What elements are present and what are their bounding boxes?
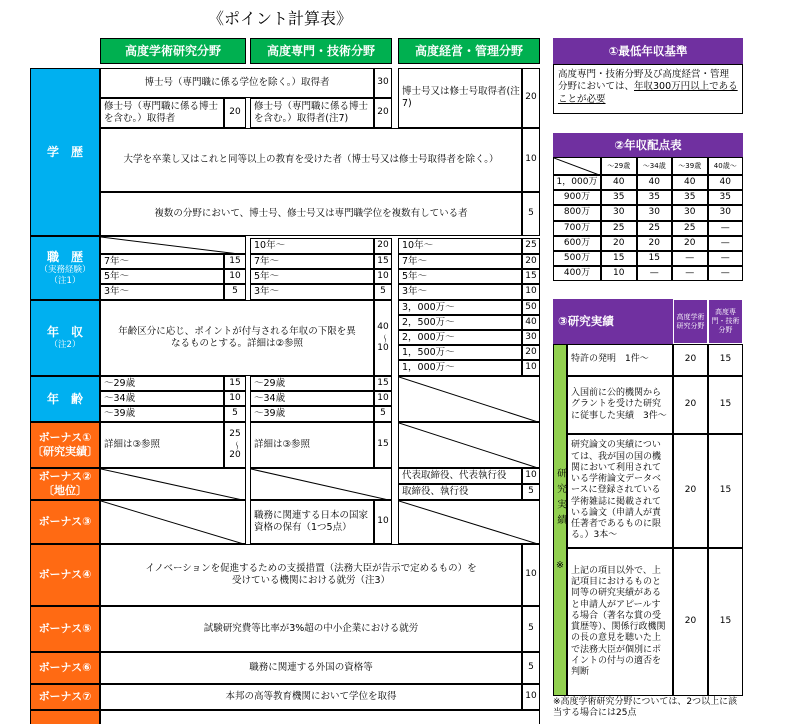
diagonal-line xyxy=(101,501,246,544)
bonus1-technical-pt: 15 xyxy=(374,422,392,468)
research-side xyxy=(553,344,567,696)
category-career-sub: （実務経験） xyxy=(39,264,91,275)
bonus4-pt: 10 xyxy=(522,544,540,606)
income-range xyxy=(374,300,392,376)
bonus3-research-empty xyxy=(100,500,246,544)
age-technical-3-pt: 5 xyxy=(374,406,392,422)
edu-doctor-m: 博士号又は修士号取得者(注7) xyxy=(398,68,522,128)
edu-bachelor: 大学を卒業し又はこれと同等以上の教育を受けた者（博士号又は修士号取得者を除く。） xyxy=(100,128,522,192)
income-table-cell: 40 xyxy=(601,175,637,190)
edu-doctor-rt-pt: 30 xyxy=(374,68,392,98)
income-management-1: 3，000万〜 xyxy=(398,300,522,315)
career-management-4-pt: 10 xyxy=(522,284,540,300)
career-management-3-pt: 15 xyxy=(522,269,540,284)
income-table-cell: 25 xyxy=(672,221,708,236)
income-range-top: 40 xyxy=(377,322,389,333)
category-income-title: 年 収 xyxy=(46,325,83,340)
income-table-cell: 25 xyxy=(601,221,637,236)
income-table-cell: — xyxy=(672,251,708,266)
bonus3-management-empty xyxy=(398,500,540,544)
income-management-3: 2，000万〜 xyxy=(398,330,522,345)
bonus2-sub: 〔地位〕 xyxy=(43,484,87,497)
bonus6-pt: 5 xyxy=(522,652,540,684)
age-research-3: 〜39歳 xyxy=(100,406,224,422)
career-management-2: 7年〜 xyxy=(398,254,522,269)
income-table-row-label: 1，000万 xyxy=(553,175,601,190)
bonus3-text: 職務に関連する日本の国家資格の保有（1つ5点） xyxy=(250,500,374,544)
age-research-1: 〜29歳 xyxy=(100,376,224,391)
income-management-4-pt: 20 xyxy=(522,345,540,360)
career-research-1-pt: 15 xyxy=(224,254,246,269)
career-research-2: 5年〜 xyxy=(100,269,224,284)
career-management-1-pt: 25 xyxy=(522,238,540,254)
bonus3-pt: 10 xyxy=(374,500,392,544)
category-income-note: （注2） xyxy=(49,340,81,351)
income-table-cell: 20 xyxy=(601,236,637,251)
career-technical-2: 7年〜 xyxy=(250,254,374,269)
category-bonus5: ボーナス⑤ xyxy=(30,606,100,652)
category-continued xyxy=(30,710,100,724)
career-research-1: 7年〜 xyxy=(100,254,224,269)
edu-multi-pt: 5 xyxy=(522,192,540,236)
career-research-3: 3年〜 xyxy=(100,284,224,300)
income-table-cell: 30 xyxy=(637,205,673,220)
income-management-3-pt: 30 xyxy=(522,330,540,345)
min-income-text2: 年収300万円以上であることが必要 xyxy=(558,81,738,105)
diagonal-line xyxy=(101,469,246,500)
research-col2-header: 高度専門・技術分野 xyxy=(708,299,743,344)
age-technical-1: 〜29歳 xyxy=(250,376,374,391)
income-management-2: 2，500万〜 xyxy=(398,315,522,330)
research-row-text: 上記の項目以外で、上記項目におけるものと同等の研究実績があると申請人がアピールする場合（著名な賞の受賞歴等）、関係行政機関の長の意見を聴いた上で法務大臣が個別にポイントの付与の適否を判断 xyxy=(567,548,673,696)
age-management-empty xyxy=(398,376,540,422)
income-table-title: ②年収配点表 xyxy=(553,133,743,157)
career-management-4: 3年〜 xyxy=(398,284,522,300)
category-bonus7: ボーナス⑦ xyxy=(30,684,100,710)
research-row-pt2: 15 xyxy=(708,434,743,548)
income-table-header: 〜34歳 xyxy=(637,157,673,175)
income-table-cell: — xyxy=(708,266,744,281)
edu-doctor-rt: 博士号（専門職に係る学位を除く。）取得者 xyxy=(100,68,374,98)
income-table-row-label: 700万 xyxy=(553,221,601,236)
income-range-mid: 〜 xyxy=(378,333,389,343)
research-row-text: 研究論文の実績については、我が国の国の機関において利用されている学術論文データベースに登録されている学術雑誌に掲載されている論文（申請人が責任著者であるものに限る。）3本〜 xyxy=(567,434,673,548)
research-row-pt1: 20 xyxy=(673,344,708,376)
income-table-cell: — xyxy=(672,266,708,281)
income-table-cell: 20 xyxy=(637,236,673,251)
income-table-cell: — xyxy=(708,236,744,251)
income-management-5-pt: 10 xyxy=(522,360,540,376)
research-note: ※高度学術研究分野については、2つ以上に該当する場合には25点 xyxy=(553,697,738,719)
career-research-3-pt: 5 xyxy=(224,284,246,300)
career-research-2-pt: 10 xyxy=(224,269,246,284)
edu-bachelor-pt: 10 xyxy=(522,128,540,192)
income-table-cell: 15 xyxy=(637,251,673,266)
research-row-pt2: 15 xyxy=(708,344,743,376)
diagonal-line xyxy=(251,469,392,500)
age-research-1-pt: 15 xyxy=(224,376,246,391)
income-table-header: 40歳〜 xyxy=(708,157,744,175)
bonus1-research-text: 詳細は③参照 xyxy=(100,422,224,468)
bonus1-research-range xyxy=(224,422,246,468)
research-col1-header: 高度学術研究分野 xyxy=(673,299,708,344)
min-income-title: ①最低年収基準 xyxy=(553,38,743,64)
page-title: 《ポイント計算表》 xyxy=(207,9,352,28)
income-table-cell: 30 xyxy=(672,205,708,220)
income-table-cell: — xyxy=(708,221,744,236)
income-table-cell: 15 xyxy=(601,251,637,266)
research-row-pt1: 20 xyxy=(673,434,708,548)
research-side-note: ※ xyxy=(556,560,564,572)
category-career-note: （注1） xyxy=(49,275,81,286)
income-management-5: 1，000万〜 xyxy=(398,360,522,376)
career-technical-3: 5年〜 xyxy=(250,269,374,284)
income-management-2-pt: 40 xyxy=(522,315,540,330)
bonus1-technical-text: 詳細は③参照 xyxy=(250,422,374,468)
income-table-cell: 25 xyxy=(637,221,673,236)
research-table-title: ③研究実績 xyxy=(553,299,673,344)
career-technical-2-pt: 15 xyxy=(374,254,392,269)
income-range-bot: 10 xyxy=(377,342,389,353)
category-education: 学 歴 xyxy=(30,68,100,236)
header-management: 高度経営・管理分野 xyxy=(398,38,540,64)
research-row-pt2: 15 xyxy=(708,376,743,434)
header-technical: 高度専門・技術分野 xyxy=(250,38,392,64)
bonus7-pt: 10 xyxy=(522,684,540,710)
career-research-empty xyxy=(100,236,246,254)
income-table-header: 〜39歳 xyxy=(672,157,708,175)
income-table-cell: 35 xyxy=(672,190,708,205)
category-bonus4: ボーナス④ xyxy=(30,544,100,606)
bonus2-research-empty xyxy=(100,468,246,500)
income-table-cell: 10 xyxy=(601,266,637,281)
edu-master-r-pt: 20 xyxy=(224,98,246,128)
bonus4-text: イノベーションを促進するための支援措置（法務大臣が告示で定めるもの）を受けている機関における就労（注3） xyxy=(100,544,522,606)
income-table-cell: 30 xyxy=(708,205,744,220)
bonus1-title: ボーナス① xyxy=(38,431,92,445)
diagonal-line xyxy=(399,377,540,422)
income-table-cell: 40 xyxy=(637,175,673,190)
income-text: 年齢区分に応じ、ポイントが付与される年収の下限を異なるものとする。詳細は②参照 xyxy=(100,300,374,376)
min-income-text1: 高度専門・技術分野及び高度経営・管理分野においては、 xyxy=(558,69,730,93)
research-row-text: 入国前に公的機関からグラントを受けた研究に従事した実績 3件〜 xyxy=(567,376,673,434)
category-income xyxy=(30,300,100,376)
category-bonus1 xyxy=(30,422,100,468)
diagonal-line xyxy=(399,501,540,544)
career-technical-4: 3年〜 xyxy=(250,284,374,300)
career-management-3: 5年〜 xyxy=(398,269,522,284)
research-row-text: 特許の発明 1件〜 xyxy=(567,344,673,376)
career-technical-4-pt: 5 xyxy=(374,284,392,300)
category-career xyxy=(30,236,100,300)
bonus5-pt: 5 xyxy=(522,606,540,652)
income-table-row-label: 600万 xyxy=(553,236,601,251)
age-research-2: 〜34歳 xyxy=(100,391,224,406)
income-table-cell: 40 xyxy=(708,175,744,190)
income-table-corner xyxy=(553,157,601,175)
edu-master-t-pt: 20 xyxy=(374,98,392,128)
header-research: 高度学術研究分野 xyxy=(100,38,246,64)
bonus7-text: 本邦の高等教育機関において学位を取得 xyxy=(100,684,522,710)
diagonal-line xyxy=(101,237,246,254)
edu-master-r: 修士号（専門職に係る博士を含む。）取得者 xyxy=(100,98,224,128)
bonus2-dir: 取締役、執行役 xyxy=(398,484,522,500)
income-table-cell: 35 xyxy=(708,190,744,205)
diagonal-line xyxy=(399,423,540,468)
income-table-cell: 35 xyxy=(601,190,637,205)
career-management-2-pt: 20 xyxy=(522,254,540,269)
diagonal-line xyxy=(554,158,601,175)
category-bonus6: ボーナス⑥ xyxy=(30,652,100,684)
income-table-cell: 20 xyxy=(672,236,708,251)
bonus2-dir-pt: 5 xyxy=(522,484,540,500)
min-income-body xyxy=(553,64,743,114)
bonus2-rep: 代表取締役、代表執行役 xyxy=(398,468,522,484)
income-table-cell: 30 xyxy=(601,205,637,220)
income-table-row-label: 900万 xyxy=(553,190,601,205)
category-bonus2 xyxy=(30,468,100,500)
research-side-label: 研究実績 xyxy=(554,468,566,531)
age-technical-1-pt: 15 xyxy=(374,376,392,391)
career-management-1: 10年〜 xyxy=(398,238,522,254)
research-row-pt1: 20 xyxy=(673,376,708,434)
career-technical-1-pt: 20 xyxy=(374,238,392,254)
age-research-2-pt: 10 xyxy=(224,391,246,406)
edu-multi: 複数の分野において、博士号、修士号又は専門職学位を複数有している者 xyxy=(100,192,522,236)
income-table-header: 〜29歳 xyxy=(601,157,637,175)
category-bonus3: ボーナス③ xyxy=(30,500,100,544)
income-table-cell: 40 xyxy=(672,175,708,190)
income-table-row-label: 500万 xyxy=(553,251,601,266)
bonus2-title: ボーナス② xyxy=(38,470,92,484)
bonus2-technical-empty xyxy=(250,468,392,500)
continued-row xyxy=(100,710,540,724)
age-technical-2-pt: 10 xyxy=(374,391,392,406)
edu-doctor-m-pt: 20 xyxy=(522,68,540,128)
income-table-row-label: 800万 xyxy=(553,205,601,220)
research-row-pt2: 15 xyxy=(708,548,743,696)
career-technical-1: 10年〜 xyxy=(250,238,374,254)
age-research-3-pt: 5 xyxy=(224,406,246,422)
category-age: 年 齢 xyxy=(30,376,100,422)
bonus6-text: 職務に関連する外国の資格等 xyxy=(100,652,522,684)
bonus1-sub: 〔研究実績〕 xyxy=(32,445,98,458)
research-row-pt1: 20 xyxy=(673,548,708,696)
income-management-1-pt: 50 xyxy=(522,300,540,315)
edu-master-t: 修士号（専門職に係る博士を含む。）取得者(注7) xyxy=(250,98,374,128)
income-management-4: 1，500万〜 xyxy=(398,345,522,360)
income-table-cell: — xyxy=(708,251,744,266)
bonus1-management-empty xyxy=(398,422,540,468)
income-table-cell: 35 xyxy=(637,190,673,205)
bonus2-rep-pt: 10 xyxy=(522,468,540,484)
age-technical-3: 〜39歳 xyxy=(250,406,374,422)
category-career-title: 職 歴 xyxy=(46,249,83,264)
bonus1-range-top: 25 xyxy=(229,429,241,440)
income-table-row-label: 400万 xyxy=(553,266,601,281)
bonus5-text: 試験研究費等比率が3%超の中小企業における就労 xyxy=(100,606,522,652)
bonus1-range-bot: 20 xyxy=(229,449,241,460)
bonus1-range-mid: 〜 xyxy=(230,440,241,450)
income-table-cell: — xyxy=(637,266,673,281)
age-technical-2: 〜34歳 xyxy=(250,391,374,406)
career-technical-3-pt: 10 xyxy=(374,269,392,284)
